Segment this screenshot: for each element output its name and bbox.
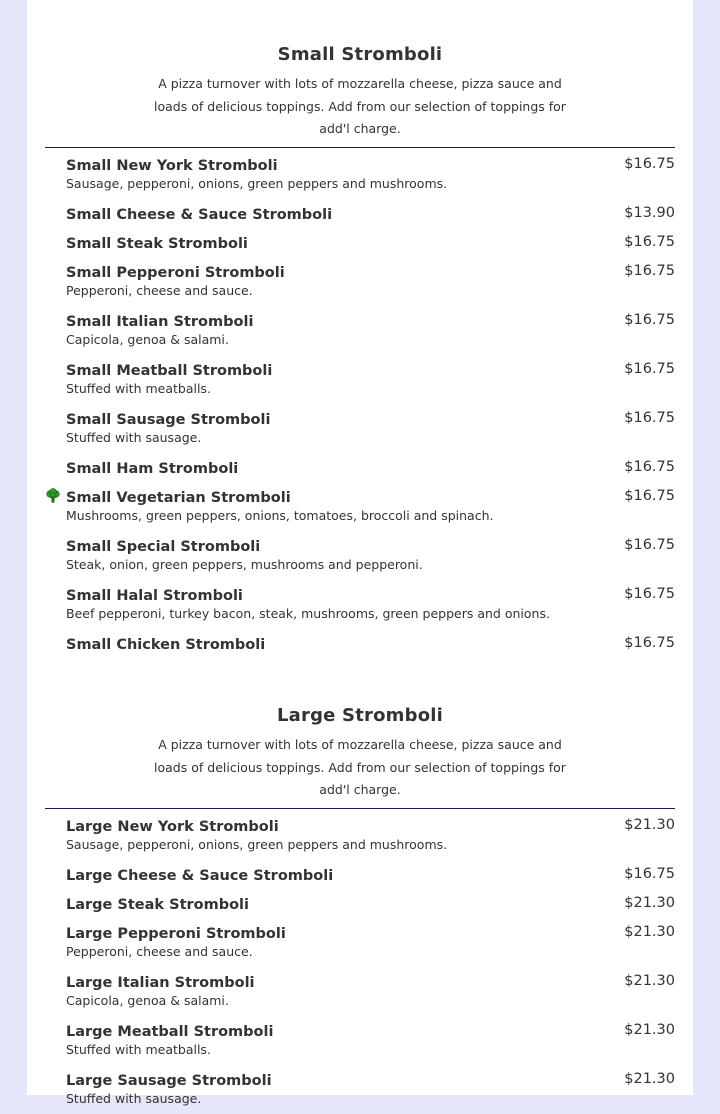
menu-item-name: Small Ham Stromboli — [66, 460, 239, 477]
menu-item-name: Small Special Stromboli — [66, 538, 261, 555]
menu-section-small-stromboli — [45, 43, 675, 658]
menu-item[interactable] — [45, 918, 675, 967]
menu-item[interactable] — [45, 580, 675, 629]
menu-item-name: Large Pepperoni Stromboli — [66, 925, 286, 942]
menu-item-header — [66, 629, 675, 658]
menu-item-header — [66, 967, 675, 996]
menu-item-description: Mushrooms, green peppers, onions, tomatoes, broccoli and spinach. — [66, 507, 494, 523]
menu-item-header — [66, 1065, 675, 1094]
menu-page — [27, 0, 693, 1106]
menu-item-price: $13.90 — [624, 204, 675, 221]
menu-item-header — [66, 1016, 675, 1045]
menu-item-header — [66, 580, 675, 609]
menu-item-name: Large Meatball Stromboli — [66, 1023, 274, 1040]
menu-item-name: Small Italian Stromboli — [66, 313, 254, 330]
menu-item[interactable] — [45, 453, 675, 482]
menu-item[interactable] — [45, 967, 675, 1016]
menu-item-description: Stuffed with meatballs. — [66, 1041, 211, 1057]
menu-item-name: Small Cheese & Sauce Stromboli — [66, 206, 333, 223]
menu-item-name: Small New York Stromboli — [66, 157, 278, 174]
menu-item-description: Pepperoni, cheese and sauce. — [66, 943, 253, 959]
menu-item-price: $16.75 — [624, 409, 675, 426]
menu-item-header — [66, 150, 675, 179]
menu-item-price: $21.30 — [624, 816, 675, 833]
menu-item-price: $16.75 — [624, 155, 675, 172]
menu-item-header — [66, 257, 675, 286]
menu-item-name: Small Chicken Stromboli — [66, 636, 266, 653]
menu-item-header — [66, 453, 675, 482]
menu-item-description: Stuffed with meatballs. — [66, 380, 211, 396]
menu-item-name: Large Cheese & Sauce Stromboli — [66, 867, 334, 884]
menu-item-price: $21.30 — [624, 1070, 675, 1087]
menu-item-name: Large Steak Stromboli — [66, 896, 249, 913]
menu-item-header — [66, 228, 675, 257]
menu-item-description: Beef pepperoni, turkey bacon, steak, mushrooms, green peppers and onions. — [66, 605, 550, 621]
menu-item[interactable] — [45, 860, 675, 889]
broccoli-icon — [45, 488, 61, 504]
menu-item-description: Capicola, genoa & salami. — [66, 992, 229, 1008]
menu-item-description: Sausage, pepperoni, onions, green peppers and mushrooms. — [66, 836, 448, 852]
menu-item-price: $16.75 — [624, 865, 675, 882]
menu-item-header — [66, 355, 675, 384]
menu-item-name: Small Sausage Stromboli — [66, 411, 271, 428]
menu-item[interactable] — [45, 257, 675, 306]
menu-item[interactable] — [45, 1065, 675, 1114]
menu-section-large-stromboli — [45, 704, 675, 1114]
menu-item-description: Stuffed with sausage. — [66, 429, 202, 445]
menu-item-price: $21.30 — [624, 972, 675, 989]
menu-item-list — [45, 809, 675, 1114]
menu-item-name: Small Halal Stromboli — [66, 587, 243, 604]
menu-item-name: Small Meatball Stromboli — [66, 362, 273, 379]
menu-item-header — [66, 860, 675, 889]
menu-item-description: Stuffed with sausage. — [66, 1090, 202, 1106]
menu-item[interactable] — [45, 482, 675, 531]
menu-item-price: $21.30 — [624, 923, 675, 940]
menu-item-description: Pepperoni, cheese and sauce. — [66, 282, 253, 298]
menu-item-name: Small Pepperoni Stromboli — [66, 264, 285, 281]
menu-item-header — [66, 482, 675, 511]
menu-item-description: Capicola, genoa & salami. — [66, 331, 229, 347]
menu-item-header — [66, 811, 675, 840]
menu-item-header — [66, 199, 675, 228]
menu-item-price: $16.75 — [624, 233, 675, 250]
menu-item[interactable] — [45, 889, 675, 918]
section-description: A pizza turnover with lots of mozzarella cheese, pizza sauce and loads of delicious toppings. Add from our selection of toppings for add'l charge. — [154, 737, 566, 797]
menu-item-header — [66, 404, 675, 433]
menu-item-price: $21.30 — [624, 1021, 675, 1038]
menu-item[interactable] — [45, 404, 675, 453]
menu-item-price: $16.75 — [624, 487, 675, 504]
menu-item-price: $16.75 — [624, 311, 675, 328]
menu-item-header — [66, 531, 675, 560]
menu-item[interactable] — [45, 629, 675, 658]
menu-item-description: Sausage, pepperoni, onions, green peppers and mushrooms. — [66, 175, 448, 191]
menu-item-price: $16.75 — [624, 634, 675, 651]
menu-item-header — [66, 889, 675, 918]
section-description: A pizza turnover with lots of mozzarella cheese, pizza sauce and loads of delicious toppings. Add from our selection of toppings for add'l charge. — [154, 76, 566, 136]
menu-item-price: $21.30 — [624, 894, 675, 911]
menu-item-name: Large Sausage Stromboli — [66, 1072, 272, 1089]
menu-item[interactable] — [45, 150, 675, 199]
menu-item-name: Small Vegetarian Stromboli — [66, 489, 291, 506]
menu-item[interactable] — [45, 355, 675, 404]
menu-item-header — [66, 918, 675, 947]
section-title: Small Stromboli — [277, 44, 443, 65]
menu-item-price: $16.75 — [624, 458, 675, 475]
menu-item[interactable] — [45, 811, 675, 860]
menu-item-list — [45, 148, 675, 658]
menu-item-name: Large Italian Stromboli — [66, 974, 255, 991]
menu-item[interactable] — [45, 306, 675, 355]
menu-item[interactable] — [45, 531, 675, 580]
menu-item-name: Small Steak Stromboli — [66, 235, 248, 252]
menu-item-name: Large New York Stromboli — [66, 818, 279, 835]
menu-item[interactable] — [45, 1016, 675, 1065]
menu-item[interactable] — [45, 228, 675, 257]
menu-item-price: $16.75 — [624, 536, 675, 553]
menu-item[interactable] — [45, 199, 675, 228]
menu-item-price: $16.75 — [624, 585, 675, 602]
menu-item-price: $16.75 — [624, 360, 675, 377]
menu-item-header — [66, 306, 675, 335]
menu-item-price: $16.75 — [624, 262, 675, 279]
menu-item-description: Steak, onion, green peppers, mushrooms and pepperoni. — [66, 556, 423, 572]
section-title: Large Stromboli — [276, 705, 443, 726]
